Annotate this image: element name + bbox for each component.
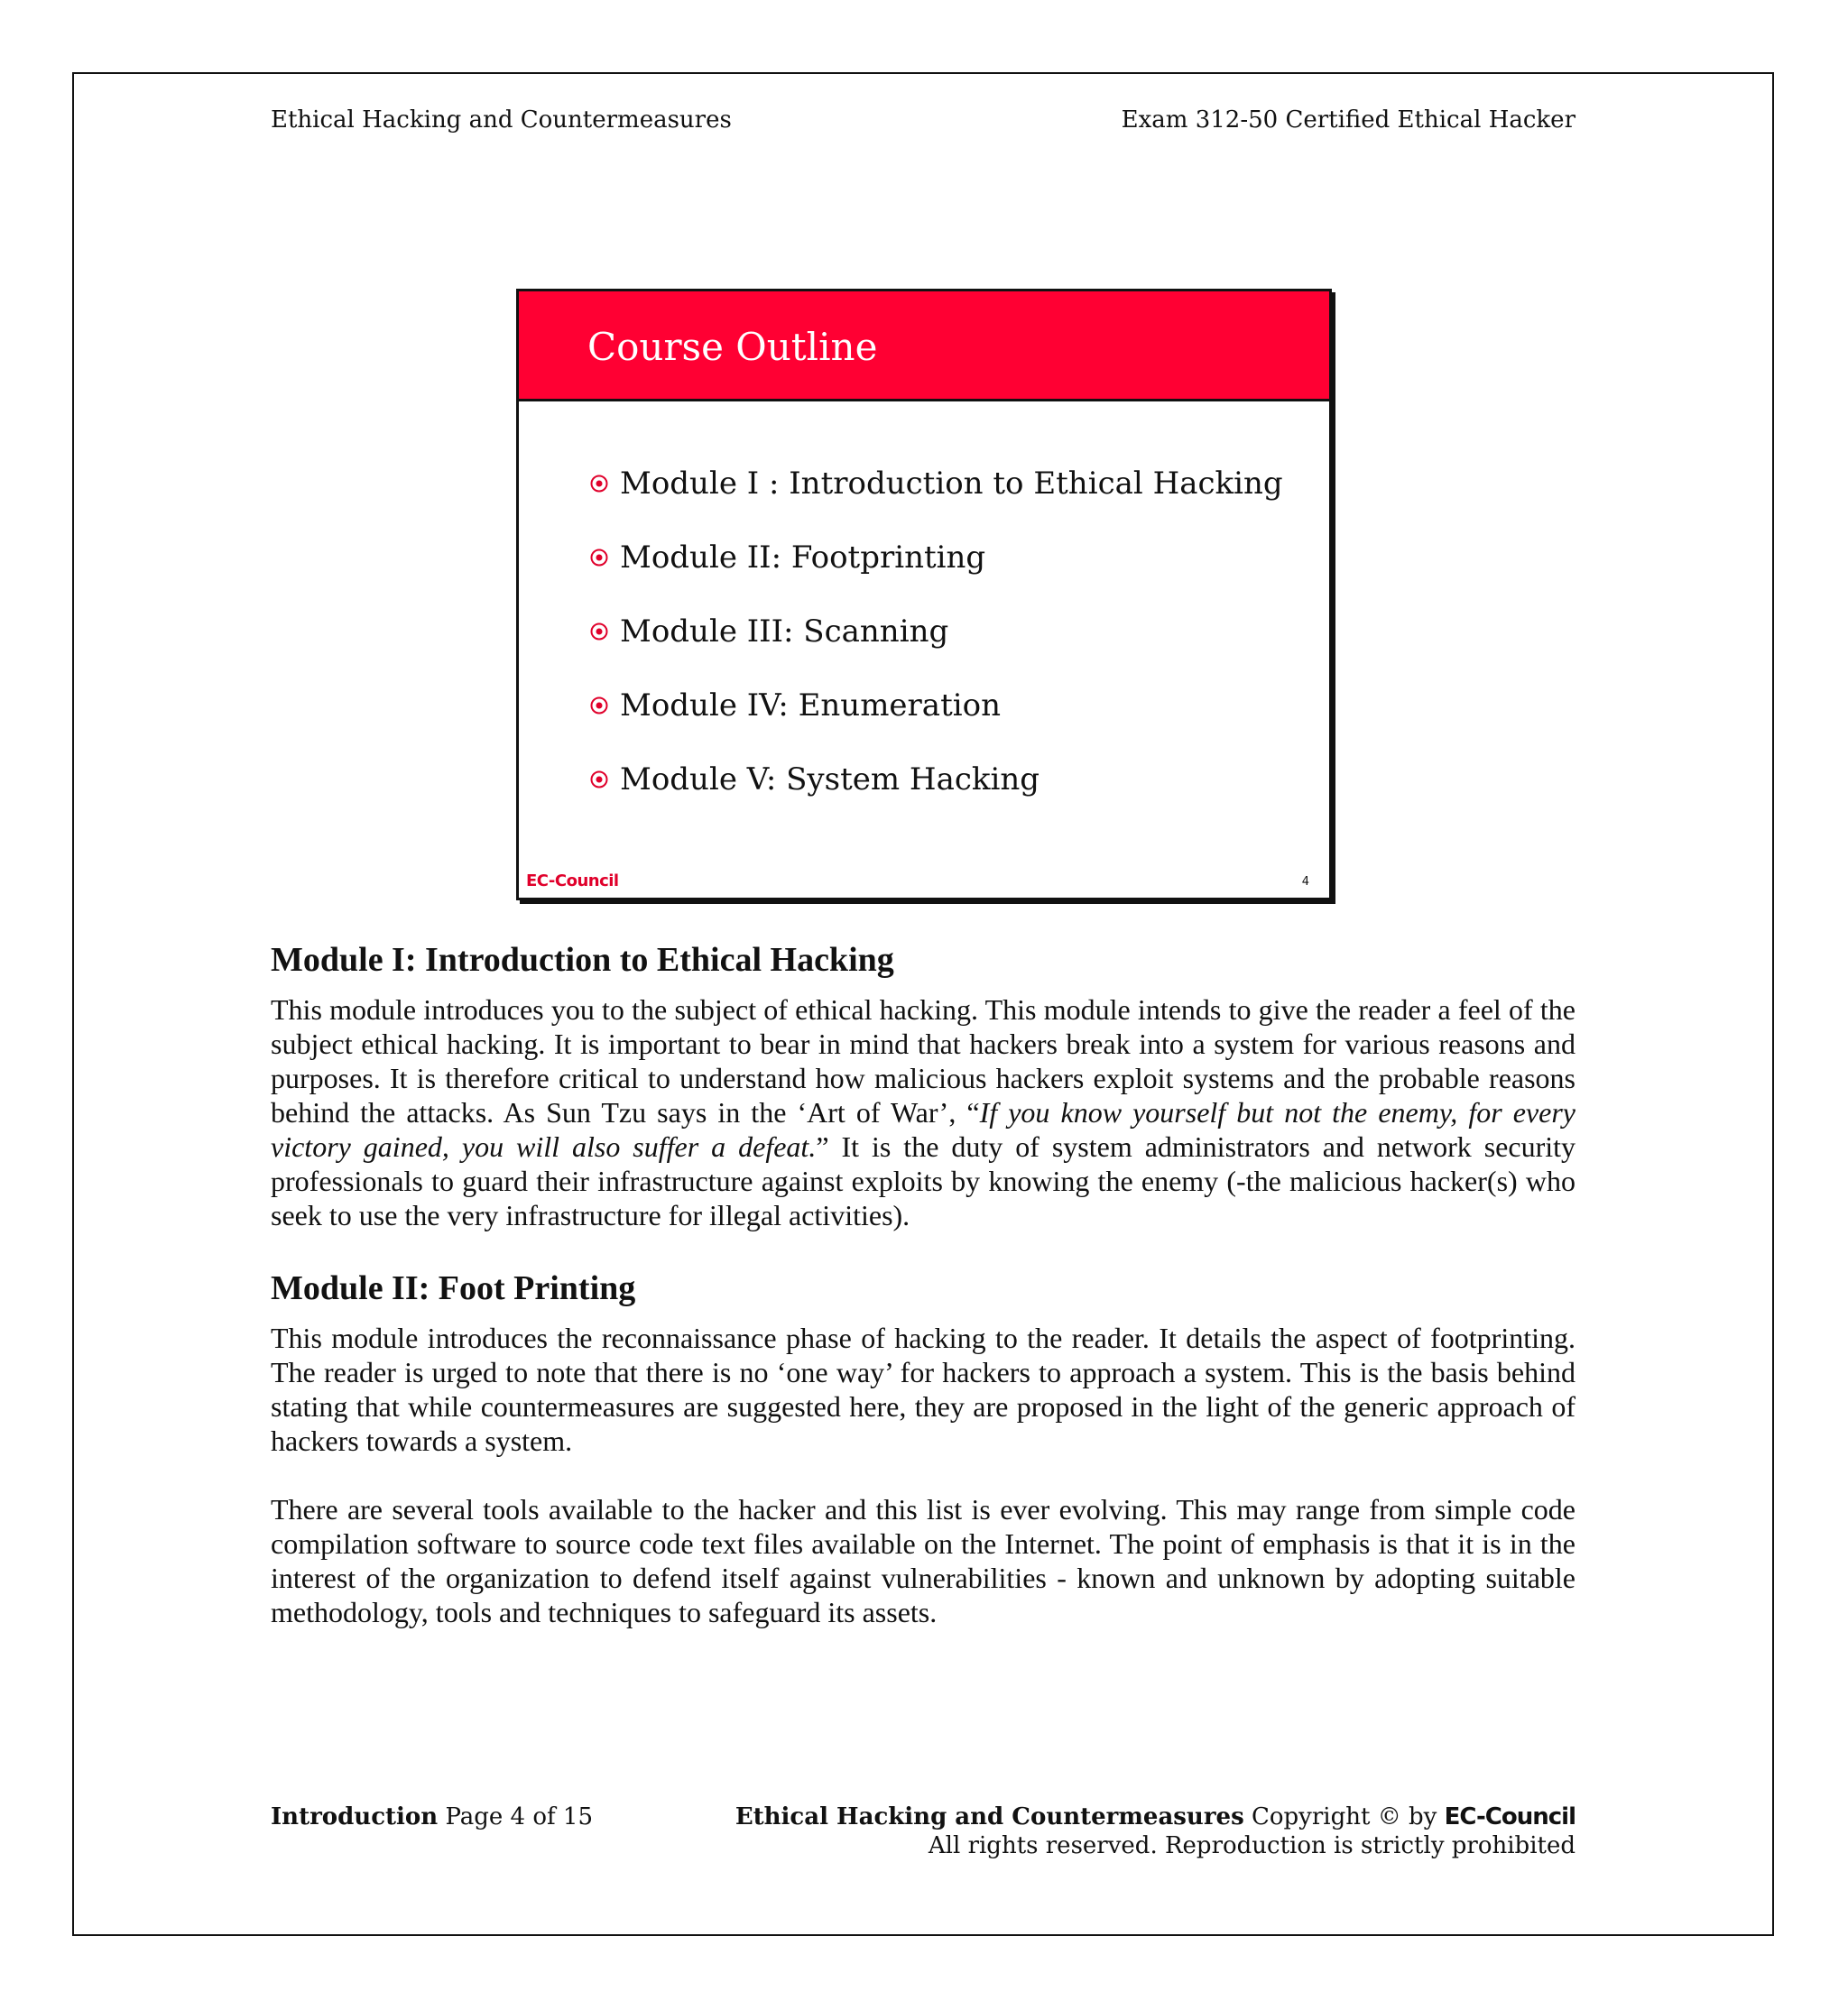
slide-module-list: [589, 447, 1283, 816]
slide-list-item: [589, 521, 1283, 595]
circle-dot-bullet-icon: [589, 770, 609, 789]
footer-title: Ethical Hacking and Countermeasures: [735, 1803, 1244, 1830]
slide-list-item: [589, 595, 1283, 668]
footer-brand-logo: EC-Council: [1444, 1803, 1575, 1830]
circle-dot-bullet-icon: [589, 696, 609, 715]
ec-council-logo: EC-Council: [526, 871, 619, 890]
footer-left: [271, 1803, 593, 1831]
section-heading-module-1: Module I: Introduction to Ethical Hacking: [271, 941, 894, 979]
slide-item-label: Module II: Footprinting: [620, 539, 986, 576]
sun-tzu-quote: If you know yourself but not the enemy, for every victory gained, you will also suffer a defeat.: [271, 1096, 1576, 1163]
section-heading-module-2: Module II: Foot Printing: [271, 1269, 636, 1307]
running-header: [271, 105, 1575, 135]
header-left: Ethical Hacking and Countermeasures: [271, 106, 732, 134]
slide-item-label: Module III: Scanning: [620, 613, 949, 650]
main-content: [271, 940, 1575, 1629]
module-1-text-end: ” It is the duty of system administrators and network security professionals to guard their infrastructure against exploits by knowing the enemy (-the malicious hacker(s) who seek to use the very infrastructure for illegal activities).: [271, 1130, 1576, 1231]
module-2-paragraph-1: This module introduces the reconnaissance phase of hacking to the reader. It details the aspect of footprinting. The reader is urged to note that there is no ‘one way’ for hackers to approach a system. This is the basis behind stating that while countermeasures are suggested here, they are proposed in the light of the generic approach of hackers towards a system.: [271, 1322, 1575, 1457]
footer-copyright: Copyright © by: [1251, 1803, 1437, 1830]
slide-list-item: [589, 447, 1283, 521]
header-right: Exam 312-50 Certified Ethical Hacker: [1121, 106, 1575, 134]
slide-item-label: Module V: System Hacking: [620, 761, 1040, 798]
slide-page-number: 4: [1301, 875, 1309, 889]
circle-dot-bullet-icon: [589, 474, 609, 493]
footer-right: [735, 1803, 1575, 1860]
footer-page-label: Page 4 of 15: [445, 1803, 593, 1830]
module-1-paragraph: [271, 992, 1575, 1232]
module-1-text-start: This module introduces you to the subject of ethical hacking. This module intends to give the reader a feel of the subject ethical hacking. It is important to bear in mind that hackers break into a system for various reasons and purposes. It is therefore critical to understand how malicious hackers exploit systems and the probable reasons behind the attacks. As Sun Tzu says in the ‘Art of War’, “: [271, 993, 1575, 1129]
slide-list-item: [589, 668, 1283, 742]
slide-title: Course Outline: [587, 325, 878, 369]
course-outline-slide: [516, 289, 1332, 900]
slide-item-label: Module I : Introduction to Ethical Hacking: [620, 466, 1283, 502]
circle-dot-bullet-icon: [589, 548, 609, 567]
footer-section-label: Introduction: [271, 1803, 439, 1830]
circle-dot-bullet-icon: [589, 622, 609, 641]
footer-copyright-line: [735, 1803, 1575, 1831]
slide-list-item: [589, 742, 1283, 816]
slide-item-label: Module IV: Enumeration: [620, 687, 1001, 724]
module-2-paragraph-2: There are several tools available to the hacker and this list is ever evolving. This may range from simple code compilation software to source code text files available on the Internet. The point of emphasis is that it is in the interest of the organization to defend itself against vulnerabilities - known and unknown by adopting suitable methodology, tools and techniques to safeguard its assets.: [271, 1493, 1575, 1628]
slide-header-bar: [519, 291, 1329, 401]
footer-rights: All rights reserved. Reproduction is strictly prohibited: [928, 1832, 1575, 1859]
